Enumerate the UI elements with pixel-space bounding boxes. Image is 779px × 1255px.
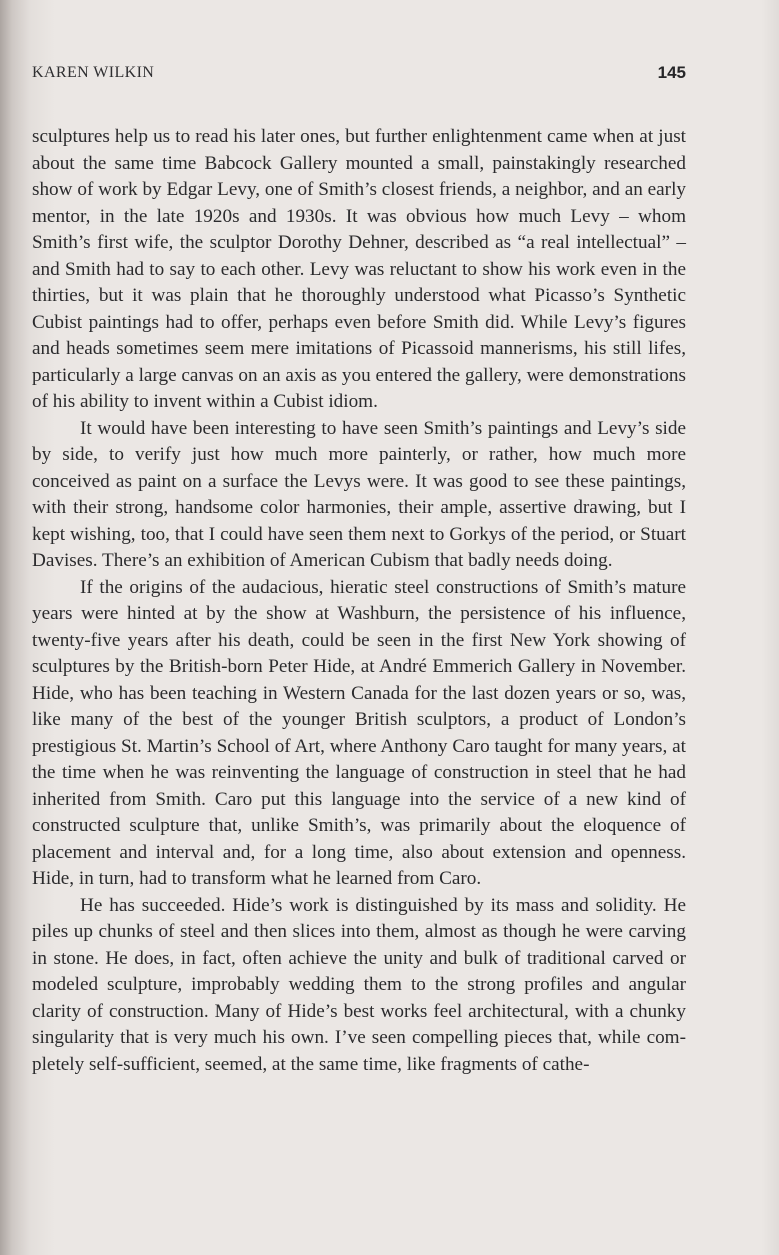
running-head — [32, 64, 686, 88]
paragraph: He has succeeded. Hide’s work is distinguished by its mass and solidity. He piles up chunks of steel and then slices into them, almost as though he were carving in stone. He does, in fact, often achieve the unity and bulk of traditional carved or modeled sculpture, improbably wedding them to the strong profiles and angular clarity of construction. Many of Hide’s best works feel architectural, with a chunky singularity that is very much his own. I’ve seen compelling pieces that, while completely self-sufficient, seemed, at the same time, like fragments of cathe- — [32, 894, 686, 1075]
paragraph: If the origins of the audacious, hieratic steel constructions of Smith’s mature years were hinted at by the show at Washburn, the persistence of his influence, twenty-five years after his death, could be seen in the first New York showing of sculptures by the British-born Peter Hide, at André Emmerich Gallery in November. Hide, who has been teaching in Western Canada for the last dozen years or so, was, like many of the best of the younger British sculptors, a product of London’s prestigious St. Martin’s School of Art, where Anthony Caro taught for many years, at the time when he was reinventing the language of construction in steel that he had inherited from Smith. Caro put this language into the service of a new kind of constructed sculpture that, unlike Smith’s, was primarily about the eloquence of placement and interval and, for a long time, also about extension and openness. Hide, in turn, had to transform what he learned from Caro. — [32, 576, 686, 889]
page-number: 145 — [657, 63, 686, 82]
running-head-author: KAREN WILKIN — [32, 64, 155, 81]
paragraph: It would have been interesting to have seen Smith’s paintings and Levy’s side by side, to verify just how much more painterly, or rather, how much more conceived as paint on a surface the Levys were. It was good to see these paintings, with their strong, handsome color harmonies, their ample, assertive drawing, but I kept wishing, too, that I could have seen them next to Gorkys of the period, or Stuart Davises. There’s an exhibition of American Cubism that badly needs doing. — [32, 417, 686, 571]
body-text — [32, 124, 686, 1078]
paragraph: sculptures help us to read his later ones, but further enlightenment came when at just about the same time Babcock Gallery mounted a small, painstakingly researched show of work by Edgar Levy, one of Smith’s closest friends, a neighbor, and an early mentor, in the late 1920s and 1930s. It was obvious how much Levy – whom Smith’s first wife, the sculptor Dorothy Dehner, described as “a real intellectual” – and Smith had to say to each other. Levy was reluctant to show his work even in the thirties, but it was plain that he thoroughly understood what Picasso’s Synthetic Cubist paintings had to offer, perhaps even before Smith did. While Levy’s figures and heads sometimes seem mere imitations of Picassoid mannerisms, his still lifes, particularly a large canvas on an axis as you entered the gallery, were demonstrations of his ability to invent within a Cubist idiom. — [32, 126, 686, 412]
